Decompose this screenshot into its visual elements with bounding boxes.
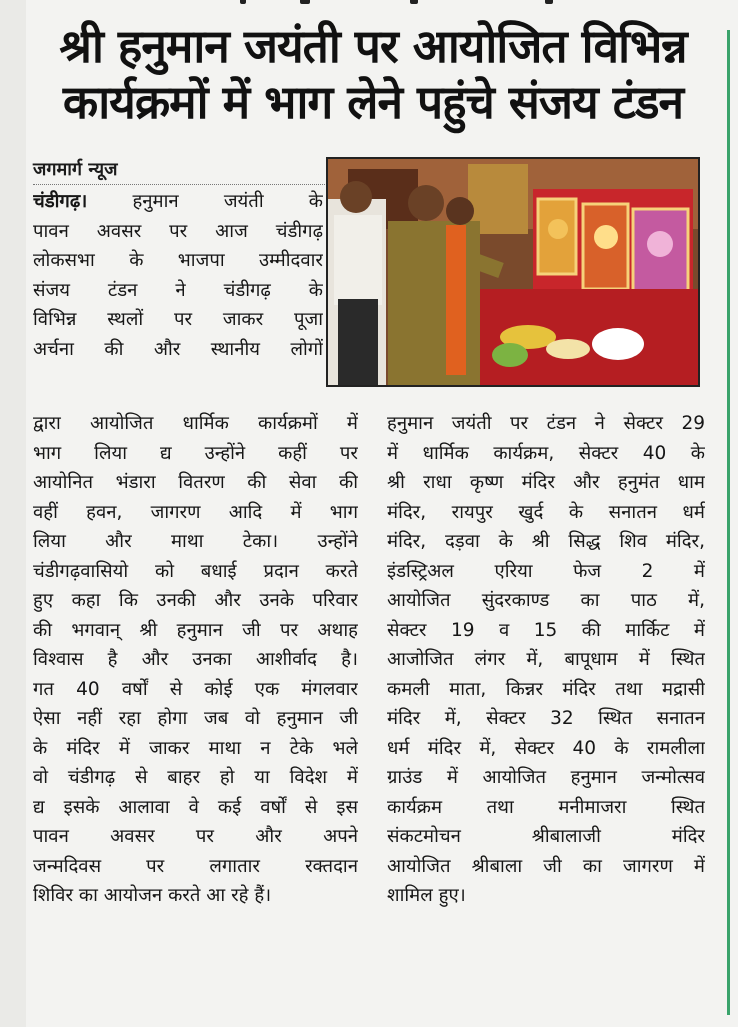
text-line: संजय टंडन ने चंडीगढ़ के	[33, 279, 323, 301]
headline	[28, 18, 718, 130]
text-line: शामिल हुए।	[387, 885, 466, 906]
text-line: भाग लिया द्य उन्होंने कहीं पर	[33, 442, 358, 464]
text-line: गत 40 वर्षों से कोई एक मंगलवार	[33, 678, 358, 700]
text-line: श्री राधा कृष्ण मंदिर और हनुमंत धाम	[387, 472, 705, 493]
text-line: ग्राउंड में आयोजित हनुमान जन्मोत्सव	[387, 767, 705, 788]
text-line: कमली माता, किन्नर मंदिर तथा मद्रासी	[387, 678, 705, 700]
text-line: आयोजित श्रीबाला जी का जागरण में	[387, 855, 705, 877]
text-line: कार्यक्रम तथा मनीमाजरा स्थित	[387, 796, 705, 818]
text-line: द्य इसके आलावा वे कई वर्षों से इस	[33, 796, 358, 818]
text-line: हुए कहा कि उनकी और उनके परिवार	[33, 590, 358, 611]
text-line: हनुमान जयंती पर टंडन ने सेक्टर 29	[387, 413, 705, 434]
cropped-text-fragment	[240, 0, 560, 8]
text-line: वहीं हवन, जागरण आदि में भाग	[33, 501, 358, 523]
byline: जगमार्ग न्यूज	[33, 158, 325, 185]
dateline: चंडीगढ़।	[33, 191, 88, 212]
text-line: जन्मदिवस पर लगातार रक्तदान	[33, 855, 358, 877]
text-line: आजोजित लंगर में, बापूधाम में स्थित	[387, 649, 705, 670]
text-line-part: हनुमान जयंती के	[132, 191, 323, 212]
page-margin	[0, 0, 26, 1027]
temple-worship-photo	[326, 157, 700, 387]
text-line: इंडस्ट्रिअल एरिया फेज 2 में	[387, 560, 705, 582]
text-line: विश्वास है और उनका आशीर्वाद है।	[33, 649, 358, 670]
text-line: मंदिर, रायपुर खुर्द के सनातन धर्म	[387, 501, 705, 523]
text-line: विभिन्न स्थलों पर जाकर पूजा	[33, 309, 323, 330]
text-line: में धार्मिक कार्यक्रम, सेक्टर 40 के	[387, 442, 705, 464]
text-line: लोकसभा के भाजपा उम्मीदवार	[33, 250, 323, 271]
text-line: चंडीगढ़वासियो को बधाई प्रदान करते	[33, 560, 358, 582]
text-line: संकटमोचन श्रीबालाजी मंदिर	[387, 826, 705, 847]
photo-illustration	[328, 159, 698, 385]
text-line	[33, 187, 323, 217]
article-column-left	[33, 409, 358, 911]
text-line: मंदिर में, सेक्टर 32 स्थित सनातन	[387, 708, 705, 729]
text-line: मंदिर, दड़वा के श्री सिद्ध शिव मंदिर,	[387, 531, 705, 552]
text-line: धर्म मंदिर में, सेक्टर 40 के रामलीला	[387, 737, 705, 759]
headline-line-1: श्री हनुमान जयंती पर आयोजित विभिन्न	[59, 19, 687, 73]
text-line: शिविर का आयोजन करते आ रहे हैं।	[33, 885, 272, 906]
text-line: वो चंडीगढ़ से बाहर हो या विदेश में	[33, 767, 358, 788]
text-line: सेक्टर 19 व 15 की मार्किट में	[387, 619, 705, 641]
text-line: की भगवान् श्री हनुमान जी पर अथाह	[33, 619, 358, 641]
article-column-left-top	[33, 187, 323, 364]
text-line: पावन अवसर पर आज चंडीगढ़	[33, 220, 323, 242]
text-line: लिया और माथा टेका। उन्होंने	[33, 531, 358, 552]
text-line: द्वारा आयोजित धार्मिक कार्यक्रमों में	[33, 413, 358, 434]
text-line: आयोनित भंडारा वितरण की सेवा की	[33, 472, 358, 493]
text-line: आयोजित सुंदरकाण्ड का पाठ में,	[387, 590, 705, 611]
text-line: पावन अवसर पर और अपने	[33, 826, 358, 847]
text-line: के मंदिर में जाकर माथा न टेके भले	[33, 737, 358, 759]
headline-line-2: कार्यक्रमों में भाग लेने पहुंचे संजय टंडन	[62, 75, 684, 129]
column-divider-rule	[727, 30, 730, 1015]
text-line: ऐसा नहीं रहा होगा जब वो हनुमान जी	[33, 708, 358, 729]
text-line: अर्चना की और स्थानीय लोगों	[33, 338, 323, 360]
article-column-right	[387, 409, 705, 911]
